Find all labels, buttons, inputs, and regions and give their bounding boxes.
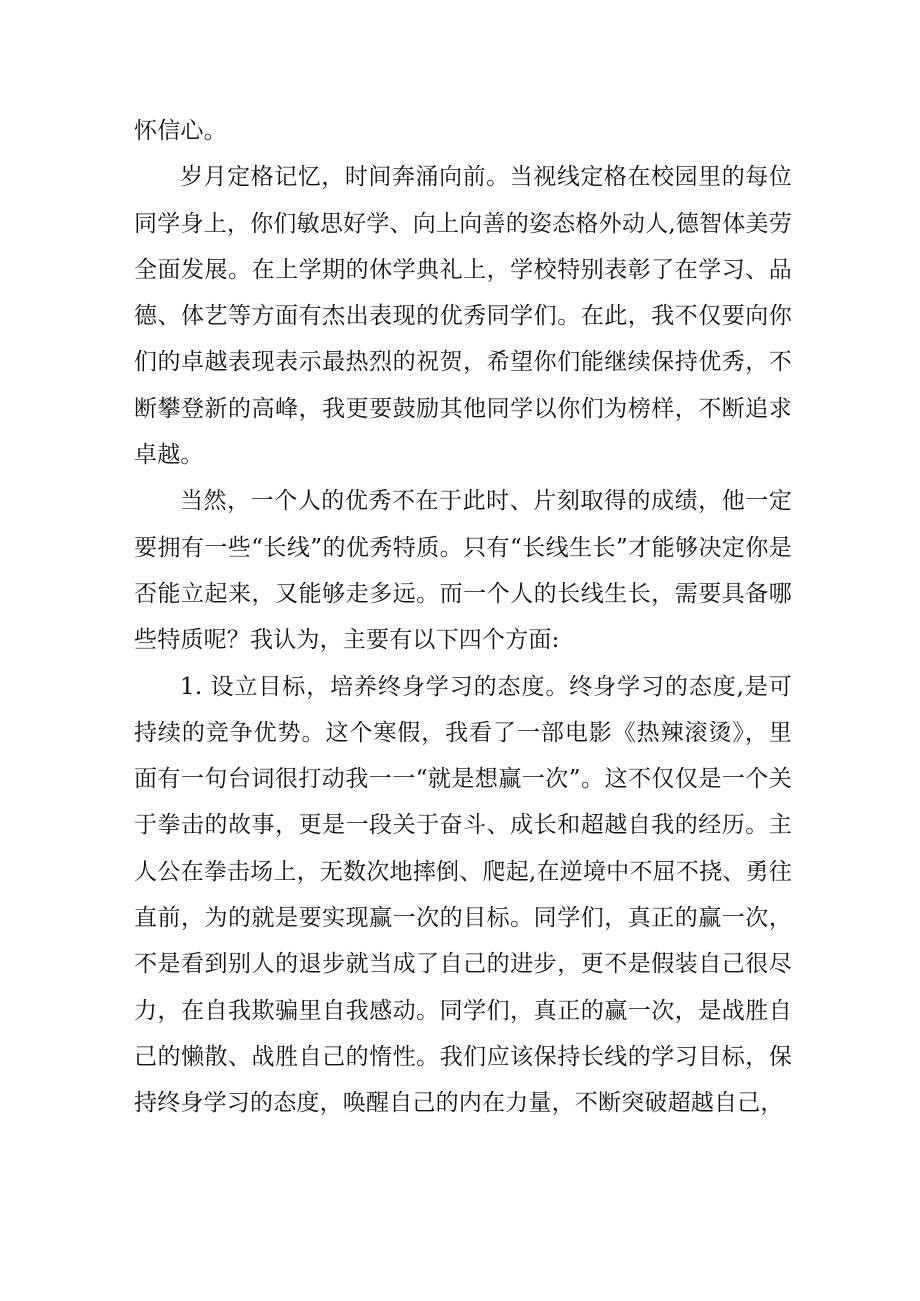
paragraph-commendation: 岁月定格记忆，时间奔涌向前。当视线定格在校园里的每位同学身上，你们敏思好学、向上向善的姿态格外动人,德智体美劳全面发展。在上学期的休学典礼上，学校特别表彰了在学习、品德、体艺等方面有杰出表现的优秀同学们。在此，我不仅要向你们的卓越表现表示最热烈的祝贺，希望你们能继续保持优秀，不断攀登新的高峰，我更要鼓励其他同学以你们为榜样，不断追求卓越。 (134, 164, 792, 469)
paragraph-long-term-growth: 当然，一个人的优秀不在于此时、片刻取得的成绩，他一定要拥有一些“长线”的优秀特质。只有“长线生长”才能够决定你是否能立起来，又能够走多远。而一个人的长线生长，需要具备哪些特质呢？我认为，主要有以下四个方面: (134, 488, 792, 654)
document-body (134, 108, 792, 1127)
paragraph-continuation: 怀信心。 (134, 118, 227, 144)
paragraph-point-one-lifelong-learning: 1. 设立目标，培养终身学习的态度。终身学习的态度,是可持续的竞争优势。这个寒假，我看了一部电影《热辣滚烫》，里面有一句台词很打动我一一“就是想赢一次”。这不仅仅是一个关于拳击的故事，更是一段关于奋斗、成长和超越自我的经历。主人公在拳击场上，无数次地摔倒、爬起,在逆境中不屈不挠、勇往直前，为的就是要实现赢一次的目标。同学们，真正的赢一次，不是看到别人的退步就当成了自己的进步，更不是假装自己很尽力，在自我欺骗里自我感动。同学们，真正的赢一次，是战胜自己的懒散、战胜自己的惰性。我们应该保持长线的学习目标，保持终身学习的态度，唤醒自己的内在力量，不断突破超越自己， (134, 673, 792, 1117)
